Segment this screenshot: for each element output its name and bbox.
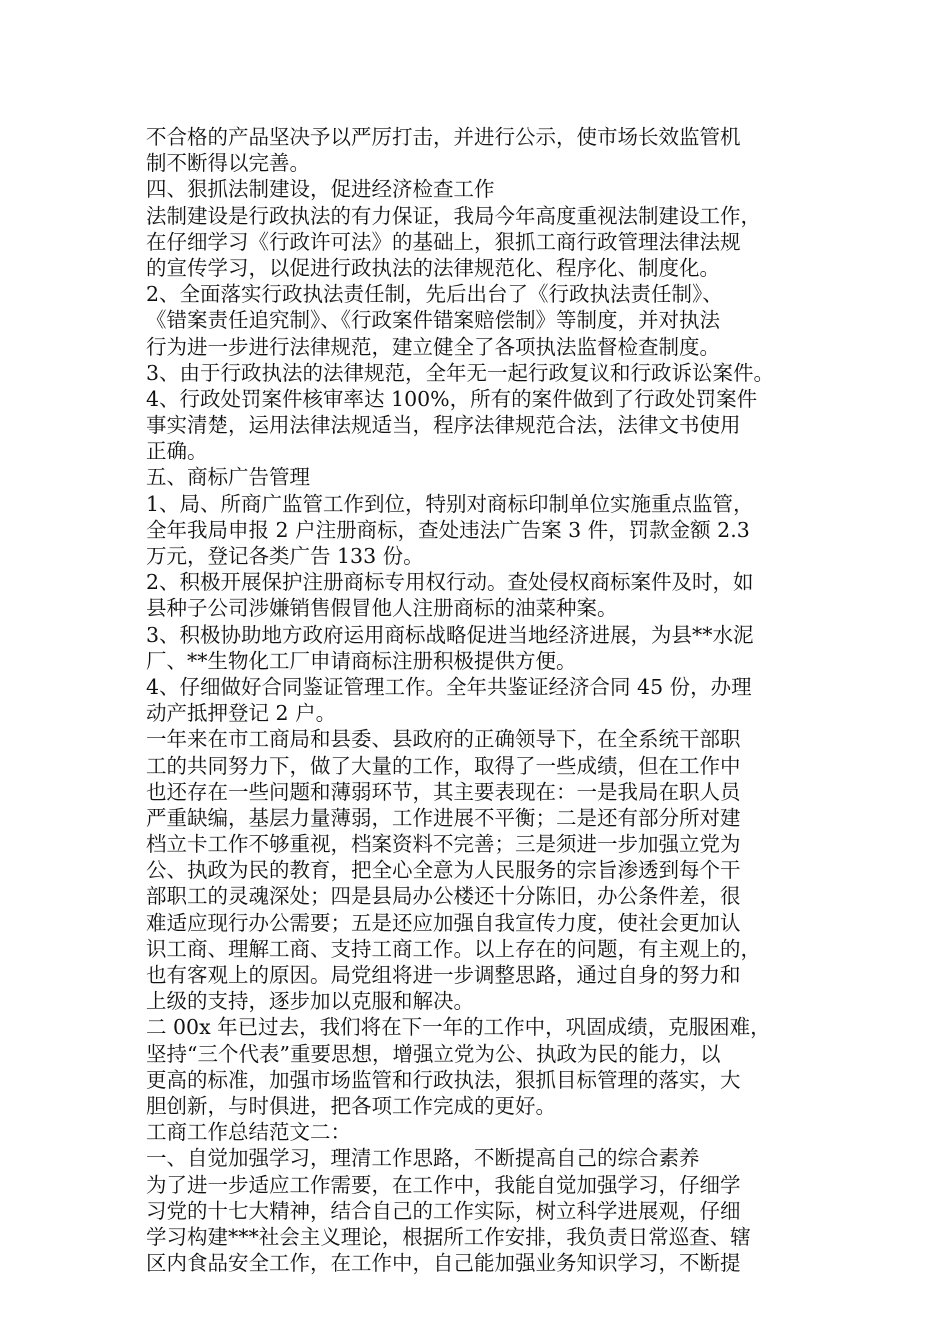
- text-line: 1、局、所商广监管工作到位，特别对商标印制单位实施重点监管，: [146, 491, 754, 516]
- text-line: 严重缺编，基层力量薄弱，工作进展不平衡；二是还有部分所对建: [146, 805, 741, 830]
- section-heading: 四、狠抓法制建设，促进经济检查工作: [146, 177, 495, 202]
- text-line: 正确。: [146, 439, 208, 464]
- text-line: 也还存在一些问题和薄弱环节，其主要表现在：一是我局在职人员: [146, 779, 741, 804]
- text-line: 行为进一步进行法律规范，建立健全了各项执法监督检查制度。: [146, 334, 720, 359]
- text-line: 难适应现行办公需要；五是还应加强自我宣传力度，使社会更加认: [146, 910, 741, 935]
- text-line: 2、全面落实行政执法责任制，先后出台了《行政执法责任制》、: [146, 282, 723, 307]
- text-line: 区内食品安全工作，在工作中，自己能加强业务知识学习，不断提: [146, 1251, 741, 1276]
- text-line: 3、由于行政执法的法律规范，全年无一起行政复议和行政诉讼案件。: [146, 360, 775, 385]
- text-line: 的宣传学习，以促进行政执法的法律规范化、程序化、制度化。: [146, 255, 720, 280]
- document-body: [146, 124, 826, 1276]
- text-line: 厂、**生物化工厂申请商标注册积极提供方便。: [146, 648, 577, 673]
- text-line: 一年来在市工商局和县委、县政府的正确领导下，在全系统干部职: [146, 727, 741, 752]
- text-line: 二 00x 年已过去，我们将在下一年的工作中，巩固成绩，克服困难，: [146, 1015, 771, 1040]
- text-line: 工的共同努力下，做了大量的工作，取得了一些成绩，但在工作中: [146, 753, 741, 778]
- section-heading: 一、自觉加强学习，理清工作思路，不断提高自己的综合素养: [146, 1146, 700, 1171]
- text-line: 公、执政为民的教育，把全心全意为人民服务的宗旨渗透到每个干: [146, 858, 741, 883]
- text-line: 在仔细学习《行政许可法》的基础上，狠抓工商行政管理法律法规: [146, 229, 741, 254]
- document-subtitle: 工商工作总结范文二：: [146, 1120, 351, 1145]
- text-line: 2、积极开展保护注册商标专用权行动。查处侵权商标案件及时，如: [146, 570, 754, 595]
- text-line: 档立卡工作不够重视，档案资料不完善；三是须进一步加强立党为: [146, 832, 741, 857]
- text-line: 上级的支持，逐步加以克服和解决。: [146, 989, 474, 1014]
- section-heading: 五、商标广告管理: [146, 465, 310, 490]
- text-line: 识工商、理解工商、支持工商工作。以上存在的问题，有主观上的，: [146, 936, 761, 961]
- text-line: 4、行政处罚案件核审率达 100%，所有的案件做到了行政处罚案件: [146, 386, 758, 411]
- text-line: 更高的标准，加强市场监管和行政执法，狠抓目标管理的落实，大: [146, 1067, 741, 1092]
- text-line: 学习构建***社会主义理论，根据所工作安排，我负责日常巡查、辖: [146, 1224, 751, 1249]
- text-line: 坚持“三个代表”重要思想，增强立党为公、执政为民的能力，以: [146, 1041, 721, 1066]
- text-line: 动产抵押登记 2 户。: [146, 701, 337, 726]
- text-line: 4、仔细做好合同鉴证管理工作。全年共鉴证经济合同 45 份，办理: [146, 674, 752, 699]
- text-line: 为了进一步适应工作需要，在工作中，我能自觉加强学习，仔细学: [146, 1172, 741, 1197]
- text-line: 全年我局申报 2 户注册商标，查处违法广告案 3 件，罚款金额 2.3: [146, 517, 750, 542]
- text-line: 也有客观上的原因。局党组将进一步调整思路，通过自身的努力和: [146, 963, 741, 987]
- text-line: 不合格的产品坚决予以严厉打击，并进行公示，使市场长效监管机: [146, 125, 741, 149]
- text-line: 3、积极协助地方政府运用商标战略促进当地经济进展，为县**水泥: [146, 622, 754, 647]
- text-line: 部职工的灵魂深处；四是县局办公楼还十分陈旧，办公条件差，很: [146, 884, 741, 909]
- text-line: 《错案责任追究制》、《行政案件错案赔偿制》等制度，并对执法: [146, 308, 720, 333]
- text-line: 习党的十七大精神，结合自己的工作实际，树立科学进展观，仔细: [146, 1198, 741, 1223]
- text-line: 制不断得以完善。: [146, 151, 310, 176]
- text-line: 法制建设是行政执法的有力保证，我局今年高度重视法制建设工作，: [146, 203, 761, 228]
- text-line: 胆创新，与时俱进，把各项工作完成的更好。: [146, 1093, 556, 1118]
- text-line: 事实清楚，运用法律法规适当，程序法律规范合法，法律文书使用: [146, 413, 741, 438]
- text-line: 县种子公司涉嫌销售假冒他人注册商标的油菜种案。: [146, 596, 618, 621]
- text-line: 万元，登记各类广告 133 份。: [146, 544, 424, 568]
